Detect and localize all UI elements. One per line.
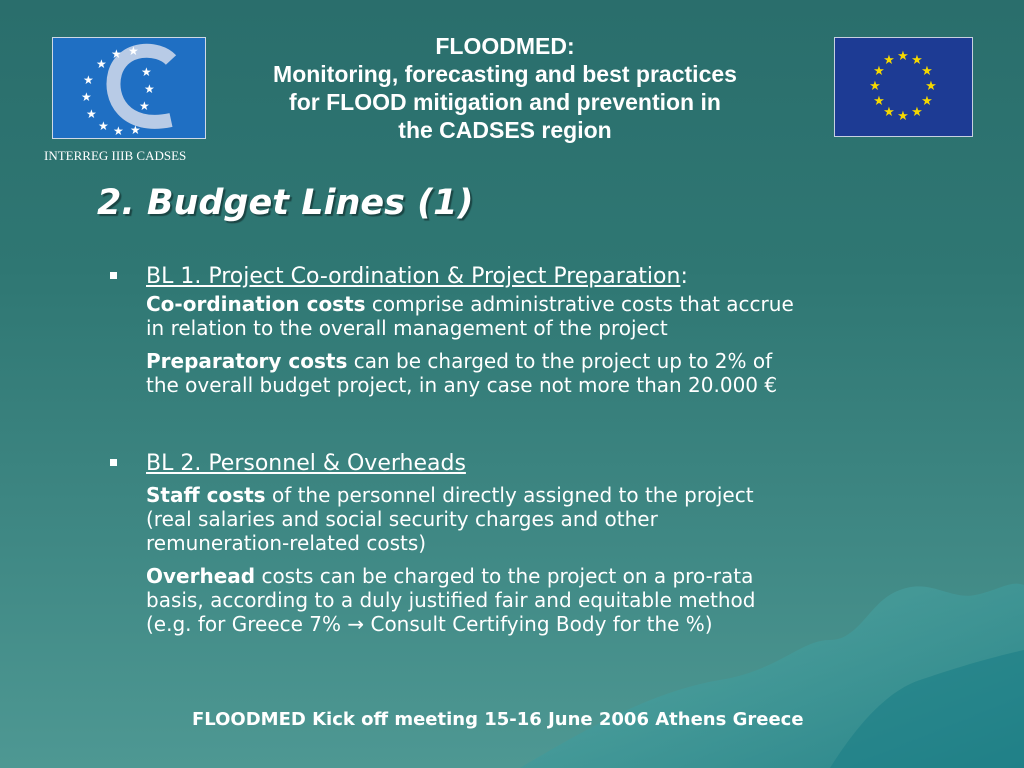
svg-text:★: ★ [83,73,94,87]
slide-content [110,262,980,636]
svg-text:★: ★ [925,79,937,94]
program-label: INTERREG IIIB CADSES [44,148,187,163]
svg-text:★: ★ [921,64,933,79]
svg-text:★: ★ [111,47,122,61]
svg-text:★: ★ [873,94,885,109]
eu-flag-logo [834,37,973,137]
cost-term: Overhead [146,564,256,588]
svg-text:★: ★ [144,82,155,96]
cost-text: comprise administrative costs that accrue [365,292,794,316]
budget-line-title: BL 1. Project Co-ordination & Project Preparation [146,264,681,289]
svg-text:★: ★ [911,53,923,68]
cost-text: (e.g. for Greece 7% → Consult Certifying Body for the %) [146,612,713,636]
svg-text:★: ★ [113,124,124,138]
svg-text:★: ★ [98,119,109,133]
cadses-c-logo-icon [53,38,205,138]
title-line: FLOODMED: [435,33,575,59]
svg-text:★: ★ [86,107,97,121]
cost-text: in relation to the overall management of the project [146,316,668,340]
svg-text:★: ★ [897,109,909,124]
cost-text: (real salaries and social security charges and other [146,507,658,531]
svg-text:★: ★ [141,65,152,79]
cost-text: the overall budget project, in any case not more than 20.000 € [146,373,778,397]
svg-text:★: ★ [921,94,933,109]
svg-text:★: ★ [139,99,150,113]
budget-line-title: BL 2. Personnel & Overheads [146,451,466,476]
cost-text: remuneration-related costs) [146,531,427,555]
svg-text:★: ★ [96,57,107,71]
cost-term: Staff costs [146,483,266,507]
cost-paragraph [146,292,980,340]
cost-paragraph [146,349,980,397]
bullet-square-icon [110,272,117,279]
presentation-title [205,32,805,144]
section-title: 2. Budget Lines (1) [97,183,474,223]
svg-text:★: ★ [911,105,923,120]
cost-text: basis, according to a duly justified fair and equitable method [146,588,756,612]
svg-text:★: ★ [869,79,881,94]
title-line: Monitoring, forecasting and best practices [273,61,737,87]
eu-flag-icon [835,38,972,136]
cost-text: can be charged to the project up to 2% of [347,349,773,373]
cost-term: Preparatory costs [146,349,348,373]
svg-text:★: ★ [883,53,895,68]
title-suffix: : [680,264,688,289]
budget-line-item [110,449,980,479]
cost-paragraph [146,483,980,555]
bullet-square-icon [110,459,117,466]
cost-term: Co-ordination costs [146,292,366,316]
svg-text:★: ★ [128,44,139,58]
svg-text:★: ★ [130,123,141,137]
svg-text:★: ★ [897,49,909,64]
svg-text:★: ★ [873,64,885,79]
title-line: the CADSES region [398,117,612,143]
cost-text: costs can be charged to the project on a pro-rata [255,564,754,588]
svg-text:★: ★ [81,90,92,104]
budget-line-item [110,262,980,292]
cadses-logo [52,37,206,139]
footer-text: FLOODMED Kick off meeting 15-16 June 2006 Athens Greece [192,709,804,730]
svg-text:★: ★ [883,105,895,120]
cost-paragraph [146,564,980,636]
cost-text: of the personnel directly assigned to the project [265,483,754,507]
title-line: for FLOOD mitigation and prevention in [289,89,721,115]
